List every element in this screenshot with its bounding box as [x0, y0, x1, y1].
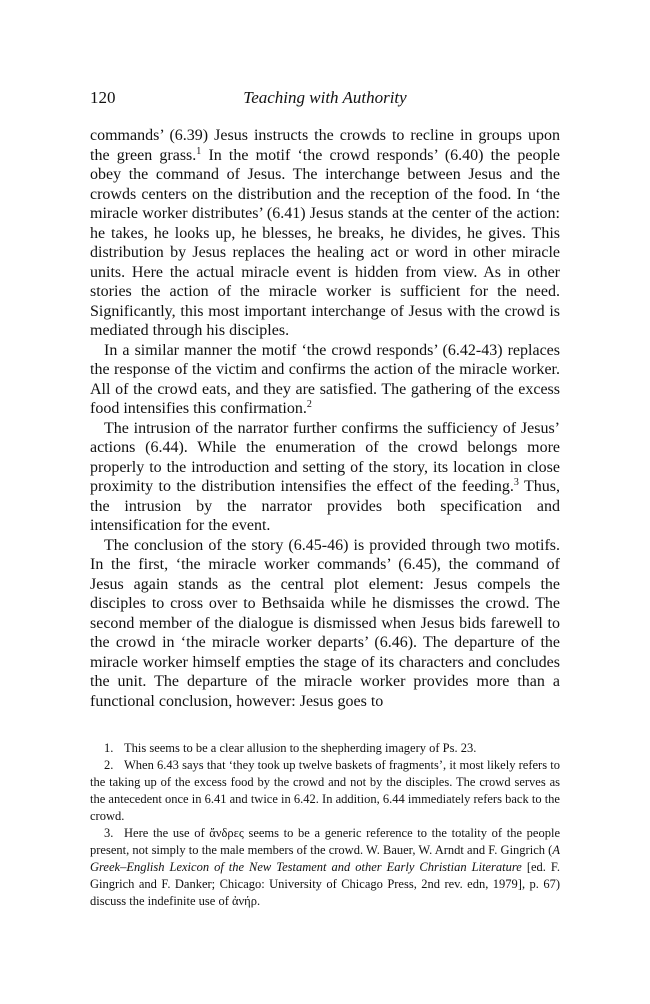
footnotes — [90, 740, 560, 910]
book-title-citation: A Greek–English Lexicon of the New Testament and other Early Christian Literature — [90, 843, 560, 874]
footnote-ref-3: 3 — [513, 477, 519, 488]
paragraph-text: In the motif ‘the crowd responds’ (6.40) the people obey the command of Jesus. The interchange between Jesus and the crowds centers on the distribution and the reception of the food. In ‘the miracle worker distributes’ (6.41) Jesus stands at the center of the action: he takes, he looks up, he blesses, he breaks, he divides, he gives. This distribution by Jesus replaces the healing act or word in other miracle units. Here the actual miracle event is hidden from view. As in other stories the action of the miracle worker is sufficient for the need. Significantly, this most important interchange of Jesus with the crowd is mediated through his disciples. — [90, 146, 560, 339]
footnote-1 — [90, 740, 560, 757]
footnote-2 — [90, 757, 560, 825]
footnote-number: 2. — [104, 758, 114, 772]
footnote-number: 3. — [104, 826, 114, 840]
footnote-text: Here the use of ἄνδρες seems to be a generic reference to the totality of the people present, not simply to the male members of the crowd. W. Bauer, W. Arndt and F. Gingrich ( — [90, 826, 560, 857]
footnote-text: This seems to be a clear allusion to the shepherding imagery of Ps. 23. — [124, 741, 477, 755]
page-number: 120 — [90, 88, 116, 107]
footnote-ref-1: 1 — [196, 145, 202, 157]
paragraph-text: Thus, the intrusion by the narrator provides both specification and intensification for the event. — [90, 478, 560, 534]
paragraph-4 — [90, 536, 560, 712]
paragraph-text: In a similar manner the motif ‘the crowd responds’ (6.42-43) replaces the response of the victim and confirms the action of the miracle worker. All of the crowd eats, and they are satisfied. The gathering of the excess food intensifies this confirmation. — [90, 341, 560, 417]
running-title: Teaching with Authority — [243, 88, 407, 107]
paragraph-text: commands’ (6.39) Jesus instructs the crowds to recline in groups upon the green grass. — [90, 127, 560, 164]
paragraph-3 — [90, 419, 560, 536]
footnote-3 — [90, 825, 560, 910]
body-text — [90, 126, 560, 711]
paragraph-text: The conclusion of the story (6.45-46) is provided through two motifs. In the first, ‘the miracle worker commands’ (6.45), the command of Jesus again stands as the central plot element: Jesus compels the disciples to cross over to Bethsaida while he dismisses the crowd. The second member of the dialogue is dismissed when Jesus bids farewell to the crowd in ‘the miracle worker departs’ (6.46). The departure of the miracle worker himself empties the stage of its characters and concludes the unit. The departure of the miracle worker provides more than a functional conclusion, however: Jesus goes to — [90, 536, 560, 710]
paragraph-2 — [90, 341, 560, 419]
footnote-ref-2: 2 — [306, 399, 312, 410]
paragraph-1 — [90, 126, 560, 341]
footnote-text: [ed. F. Gingrich and F. Danker; Chicago: University of Chicago Press, 2nd rev. edn, 1979], p. 67) discuss the indefinite use of ἀνήρ. — [90, 860, 560, 908]
paragraph-text: The intrusion of the narrator further confirms the sufficiency of Jesus’ actions (6.44). While the enumeration of the crowd belongs more properly to the introduction and setting of the story, its location in close proximity to the distribution intensifies the effect of the feeding. — [90, 419, 560, 495]
running-head — [90, 88, 560, 112]
footnote-text: When 6.43 says that ‘they took up twelve baskets of fragments’, it most likely refers to the taking up of the excess food by the crowd and not by the disciples. The crowd serves as the antecedent once in 6.41 and twice in 6.42. In addition, 6.44 immediately refers back to the crowd. — [90, 758, 560, 823]
footnote-number: 1. — [104, 741, 114, 755]
